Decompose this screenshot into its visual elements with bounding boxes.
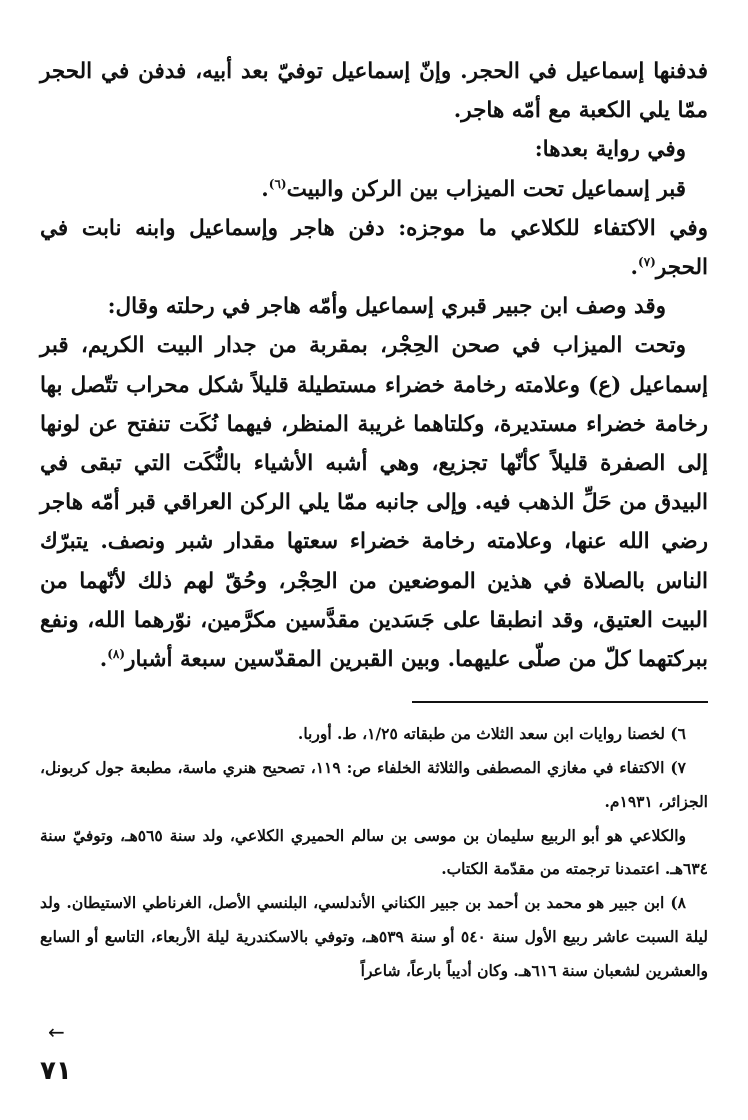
period: .: [261, 176, 269, 202]
footnote-8: ٨) ابن جبير هو محمد بن أحمد بن جبير الكناني الأندلسي، البلنسي الأصل، الغرناطي الاستيطان. ولد ليلة السبت عاشر ربيع الأول سنة ٥٤٠ أو سنة ٥٣٩هـ، وتوفي بالاسكندرية ليلة الأربعاء، التاسع أو السابع والعشرين لشعبان سنة ٦١٦هـ. وكان أديباً بارعاً، شاعراً: [40, 893, 708, 980]
footnote-6: ٦) لخصنا روايات ابن سعد الثلاث من طبقاته ١/٢٥، ط. أوربا.: [297, 724, 686, 744]
footnote-7: ٧) الاكتفاء في مغازي المصطفى والثلاثة الخلفاء ص: ١١٩، تصحيح هنري ماسة، مطبعة جول كربونل، الجزائر، ١٩٣١م.: [40, 758, 708, 811]
footnotes: [40, 717, 708, 987]
paragraph-kalai: [40, 209, 708, 287]
paragraph-grave-location: [40, 170, 708, 209]
paragraph-text: وفي الاكتفاء للكلاعي ما موجزه: دفن هاجر وإسماعيل وابنه نابت في الحجر: [40, 215, 708, 281]
paragraph-another-narration: [40, 130, 708, 169]
period: .: [99, 647, 108, 673]
paragraph-text: وقد وصف ابن جبير قبري إسماعيل وأمّه هاجر في رحلته وقال:: [107, 294, 666, 320]
footnote-7-continuation: والكلاعي هو أبو الربيع سليمان بن موسى بن سالم الحميري الكلاعي، ولد سنة ٥٦٥هـ، وتوفيّ سنة ٦٣٤هـ. اعتمدنا ترجمته من مقدّمة الكتاب.: [40, 825, 708, 879]
paragraph-burial-ismail: [40, 52, 708, 130]
page-number: ٧١: [40, 1056, 72, 1086]
paragraph-text: فدفنها إسماعيل في الحجر. وإنّ إسماعيل توفيّ بعد أبيه، فدفن في الحجر ممّا يلي الكعبة مع أمّه هاجر.: [40, 59, 708, 124]
paragraph-text: قبر إسماعيل تحت الميزاب بين الركن والبيت: [286, 176, 686, 202]
paragraph-text: وتحت الميزاب في صحن الحِجْر، بمقربة من جدار البيت الكريم، قبر إسماعيل (ع) وعلامته رخامة خضراء مستطيلة قليلاً شكل محراب تتّصل بها رخامة خضراء مستديرة، وكلتاهما غريبة المنظر، فيهما نُكَت تنفتح عن لونها إلى الصفرة قليلاً كأنّها تجزيع، وهي أشبه الأشياء بالنُّكَت التي تبقى في البيدق من حَلِّ الذهب فيه. وإلى جانبه ممّا يلي الركن العراقي قبر أمّه هاجر رضي الله عنها، وعلامته رخامة خضراء سعتها مقدار شبر ونصف. يتبرّك الناس بالصلاة في هذين الموضعين من الحِجْر، وحُقّ لهم ذلك لأنّهما من البيت العتيق، وقد انطبقا على جَسَدين مقدَّسين مكرَّمين، نوّرهما الله، ونفع ببركتهما كلّ من صلّى عليهما. وبين القبرين المقدّسين سبعة أشبار: [40, 333, 708, 673]
footnote-ref-7: (٧): [638, 254, 656, 269]
footnote-divider: [412, 701, 708, 703]
paragraph-ibn-jubayr-quote: [40, 326, 708, 679]
paragraph-ibn-jubayr-intro: [40, 287, 708, 326]
footnote-ref-8: (٨): [107, 646, 126, 661]
paragraph-text: وفي رواية بعدها:: [534, 137, 686, 163]
main-text: [40, 52, 708, 679]
page: [40, 52, 708, 988]
continuation-arrow: ←: [48, 1020, 65, 1044]
period: .: [630, 255, 639, 281]
footnote-ref-6: (٦): [268, 176, 287, 191]
